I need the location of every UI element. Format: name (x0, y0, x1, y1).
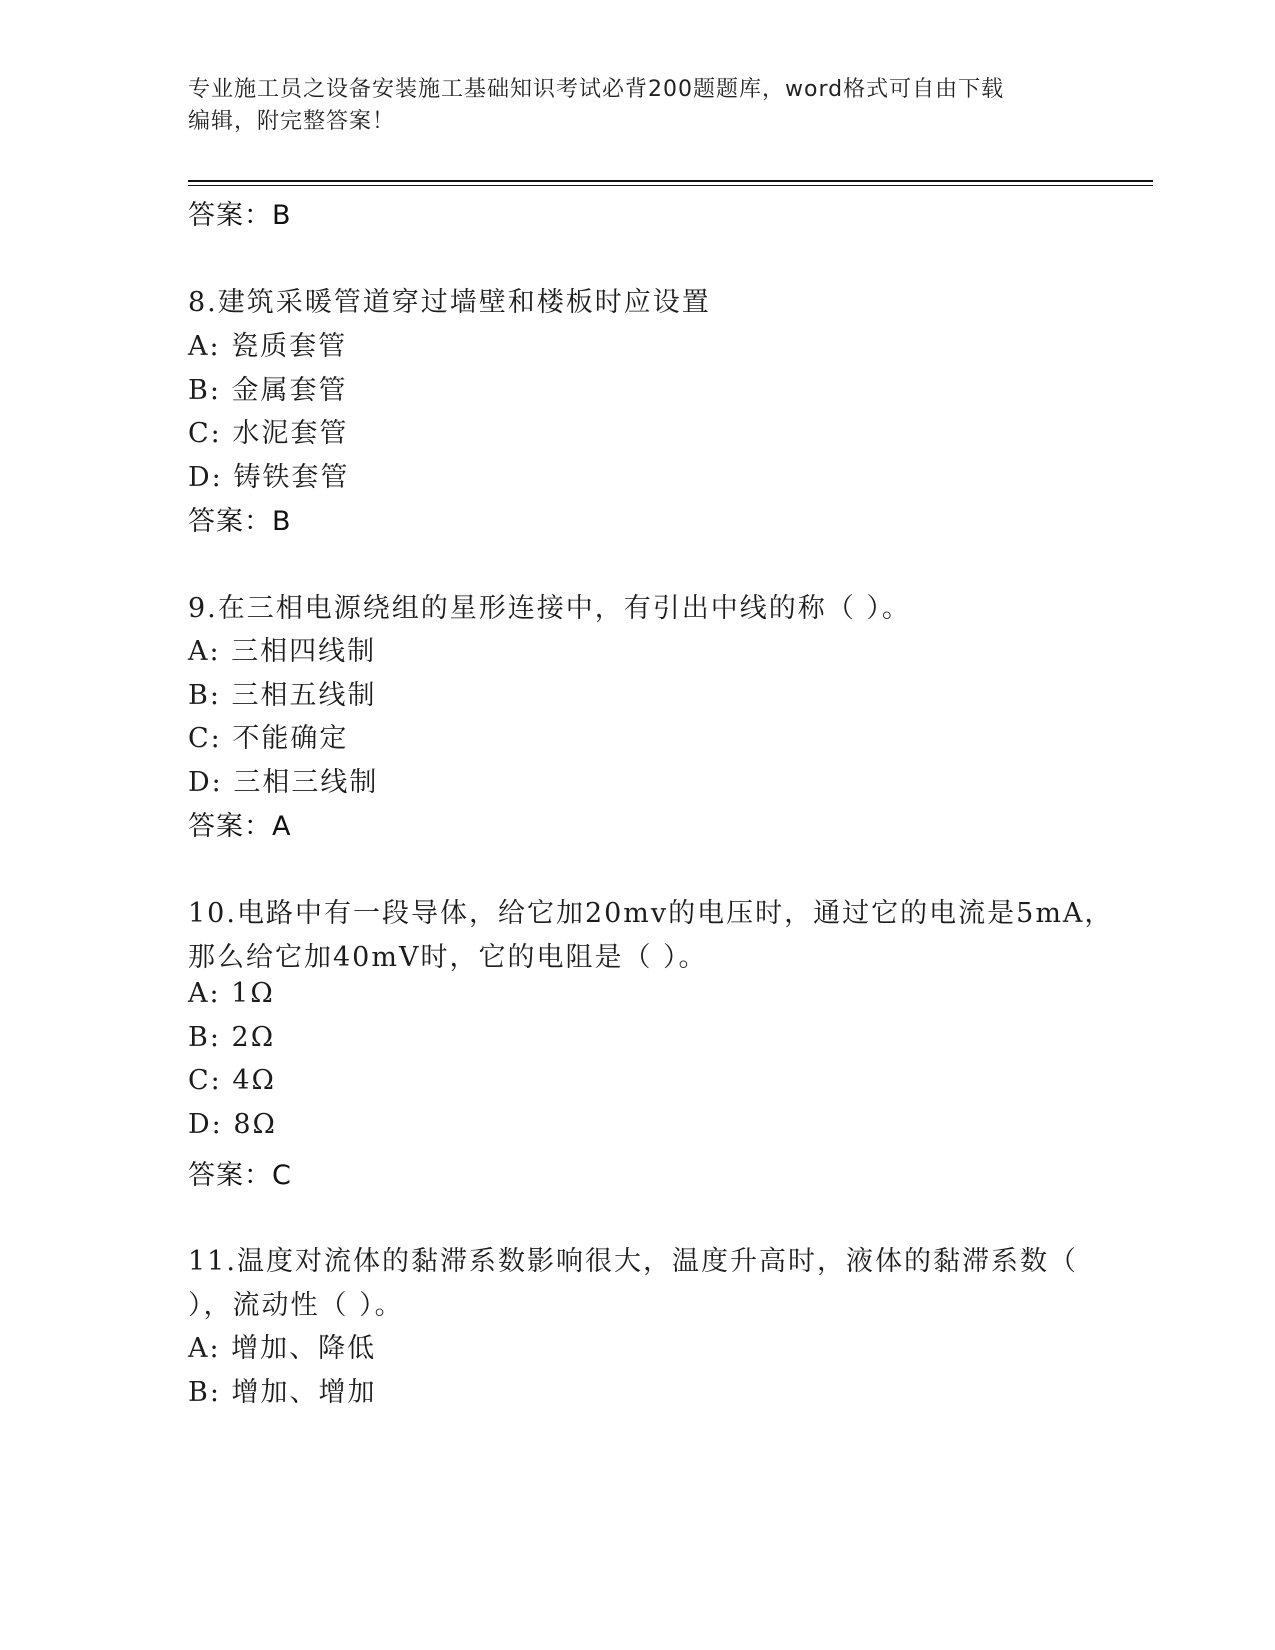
question-stem-line2: ），流动性（ ）。 (188, 1290, 404, 1321)
question-stem-line1: 11.温度对流体的黏滞系数影响很大，温度升高时，液体的黏滞系数（ (188, 1246, 1078, 1277)
option-a: A: 增加、降低 (188, 1333, 377, 1364)
option-c: C: 4Ω (188, 1065, 276, 1096)
option-a: A: 三相四线制 (188, 636, 377, 667)
option-a: A: 瓷质套管 (188, 331, 348, 362)
option-a: A: 1Ω (188, 978, 275, 1009)
option-c: C: 不能确定 (188, 723, 349, 754)
answer-line: 答案：B (188, 200, 292, 231)
header-divider-thin (188, 185, 1153, 186)
option-b: B: 金属套管 (188, 375, 348, 406)
question-stem-line2: 那么给它加40mV时，它的电阻是（ ）。 (188, 942, 708, 973)
option-d: D: 三相三线制 (188, 767, 379, 798)
document-header (188, 74, 1088, 138)
option-d: D: 铸铁套管 (188, 462, 350, 493)
option-d: D: 8Ω (188, 1109, 277, 1140)
answer-line: 答案：B (188, 506, 292, 537)
header-title-line2: 编辑，附完整答案！ (188, 109, 396, 134)
answer-line: 答案：A (188, 811, 292, 842)
answer-line: 答案：C (188, 1160, 292, 1191)
question-stem: 9.在三相电源绕组的星形连接中，有引出中线的称（ ）。 (188, 593, 911, 624)
question-stem: 8.建筑采暖管道穿过墙壁和楼板时应设置 (188, 287, 711, 318)
option-b: B: 2Ω (188, 1022, 276, 1053)
header-divider (188, 180, 1153, 182)
option-b: B: 增加、增加 (188, 1377, 377, 1408)
header-title-line1: 专业施工员之设备安装施工基础知识考试必背200题题库，word格式可自由下载 (188, 77, 1005, 102)
option-b: B: 三相五线制 (188, 680, 377, 711)
option-c: C: 水泥套管 (188, 418, 349, 449)
question-stem-line1: 10.电路中有一段导体，给它加20mv的电压时，通过它的电流是5mA， (188, 898, 1114, 929)
